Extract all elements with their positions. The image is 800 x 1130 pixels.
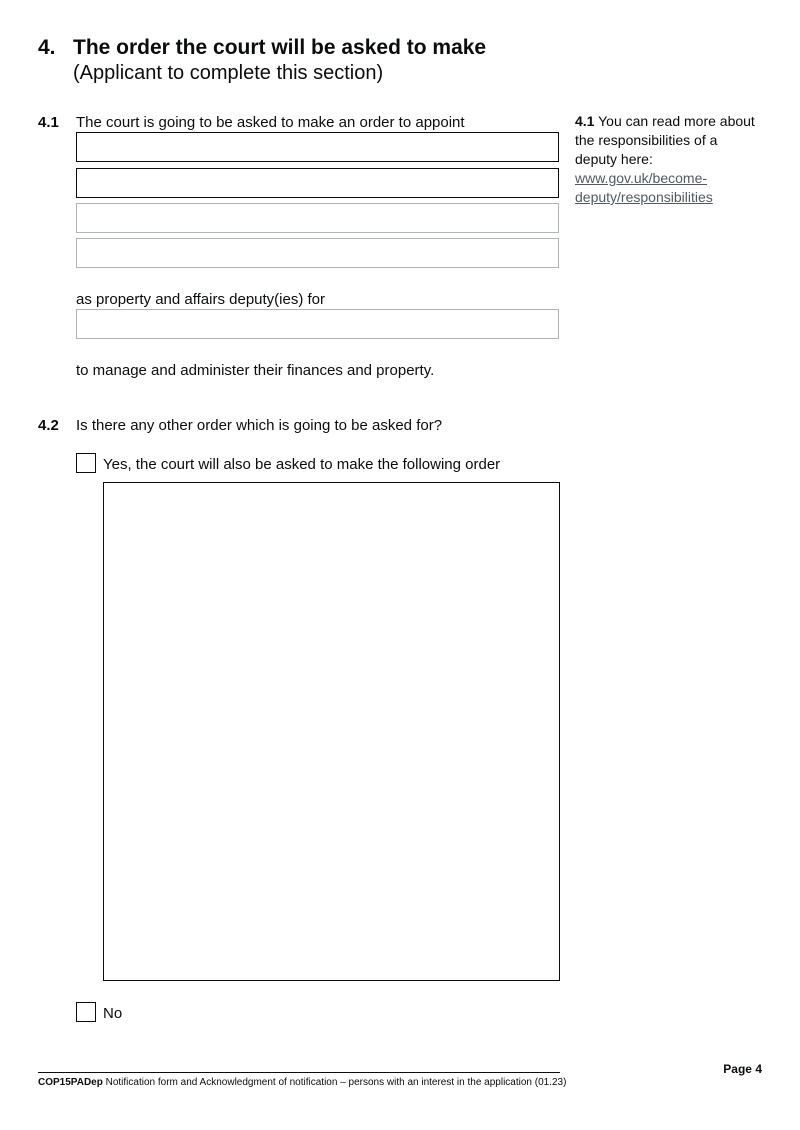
guidance-note-text: You can read more about the responsibilities of a deputy here:	[575, 113, 755, 167]
section-title: The order the court will be asked to make	[73, 36, 487, 59]
section-number: 4.	[38, 36, 56, 59]
deputy-name-field-3[interactable]	[76, 203, 559, 233]
person-name-field[interactable]	[76, 309, 559, 339]
form-code: COP15PADep	[38, 1077, 103, 1088]
guidance-note-ref: 4.1	[575, 113, 595, 129]
other-order-textarea[interactable]	[103, 482, 560, 981]
no-label: No	[103, 1005, 123, 1022]
section-subtitle: (Applicant to complete this section)	[73, 62, 384, 84]
yes-label: Yes, the court will also be asked to make the following order	[103, 456, 501, 473]
form-title: Notification form and Acknowledgment of notification – persons with an interest in the application (01.23)	[105, 1077, 567, 1088]
no-checkbox[interactable]	[76, 1002, 96, 1022]
deputy-name-field-1[interactable]	[76, 132, 559, 162]
question-4-1-text: The court is going to be asked to make an order to appoint	[76, 114, 465, 131]
deputy-name-field-4[interactable]	[76, 238, 559, 268]
page-number: Page 4	[723, 1062, 762, 1076]
deputy-name-field-2[interactable]	[76, 168, 559, 198]
guidance-note-4-1	[575, 112, 755, 207]
guidance-link[interactable]: www.gov.uk/become-deputy/responsibilities	[575, 170, 713, 205]
question-4-2-number: 4.2	[38, 417, 59, 434]
yes-checkbox[interactable]	[76, 453, 96, 473]
question-4-1-text-end: to manage and administer their finances and property.	[76, 362, 435, 379]
question-4-2-text: Is there any other order which is going to be asked for?	[76, 417, 443, 434]
form-footer	[38, 1077, 566, 1088]
footer-divider	[38, 1072, 560, 1073]
question-4-1-number: 4.1	[38, 114, 59, 131]
question-4-1-text-after: as property and affairs deputy(ies) for	[76, 291, 326, 308]
